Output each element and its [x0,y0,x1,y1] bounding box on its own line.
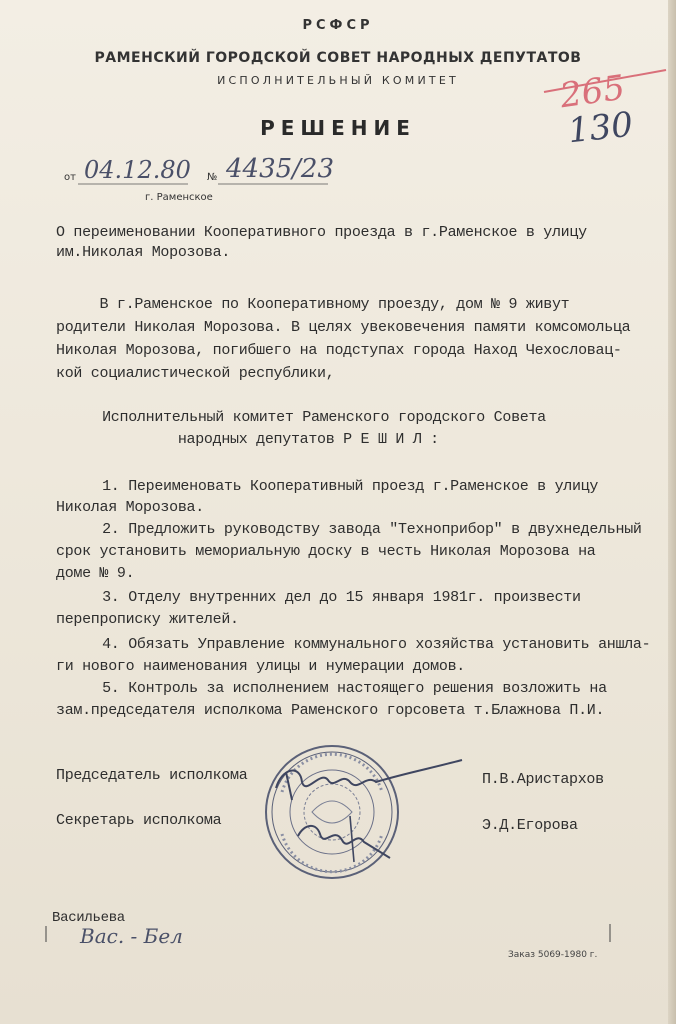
decision-item-line: Николая Морозова. [56,499,204,516]
decision-item-line: 3. Отделу внутренних дел до 15 января 1981г. произвести [76,589,581,606]
executor-marks [40,920,620,950]
secretary-signature [290,806,410,866]
preamble-line: кой социалистической республики, [56,365,335,382]
chair-name: П.В.Аристархов [482,771,604,788]
decision-item-line: 1. Переименовать Кооперативный проезд г.Раменское в улицу [76,478,599,495]
decision-intro-line: народных депутатов Р Е Ш И Л : [56,431,439,448]
decision-item-line: 5. Контроль за исполнением настоящего решения возложить на [76,680,607,697]
executor-name: Васильева [52,910,125,926]
preamble-line: родители Николая Морозова. В целях увековечения памяти комсомольца [56,319,631,336]
secretary-name: Э.Д.Егорова [482,817,578,834]
decision-item-line: зам.председателя исполкома Раменского горсовета т.Блажнова П.И. [56,702,605,719]
from-label: от [64,172,76,183]
archive-number-top: 265 [557,67,628,117]
header-committee: ИСПОЛНИТЕЛЬНЫЙ КОМИТЕТ [217,74,459,87]
decision-item-line: 2. Предложить руководству завода "Технoприбор" в двухнедельный [76,521,642,538]
archive-number-bottom: 130 [566,104,635,152]
decision-item-line: доме № 9. [56,565,135,582]
decision-date: 04.12.80 [84,156,191,184]
secretary-label: Секретарь исполкома [56,812,222,829]
decision-number: 4435/23 [226,154,335,184]
header-republic: РСФСР [302,18,374,33]
decision-intro-line: Исполнительный комитет Раменского городского Совета [76,409,546,426]
date-underline [78,182,338,188]
decision-item-line: срок установить мемориальную доску в честь Николая Морозова на [56,543,596,560]
subject-line-1: О переименовании Кооперативного проезда в г.Раменское в улицу [56,224,587,241]
subject-line-2: им.Николая Морозова. [56,244,231,261]
preamble-line: В г.Раменское по Кооперативному проезду, дом № 9 живут [56,296,570,313]
chair-label: Председатель исполкома [56,767,248,784]
page-edge [668,0,676,1024]
place: г. Раменское [145,192,213,203]
executor-handwritten: Вас. - Бел [80,924,183,948]
number-label: № [207,172,218,183]
print-order-footer: Заказ 5069-1980 г. [508,950,598,960]
header-council: РАМЕНСКИЙ ГОРОДСКОЙ СОВЕТ НАРОДНЫХ ДЕПУТАТОВ [94,50,582,66]
archive-strike-line [540,62,670,102]
preamble-line: Николая Морозова, погибшего на подступах города Наход Чехословац- [56,342,622,359]
chair-signature [262,752,472,812]
decision-item-line: перепрописку жителей. [56,611,239,628]
decision-item-line: ги нового наименования улицы и нумерации домов. [56,658,465,675]
document-title: РЕШЕНИЕ [260,116,416,140]
decision-item-line: 4. Обязать Управление коммунального хозяйства установить аншла- [76,636,651,653]
